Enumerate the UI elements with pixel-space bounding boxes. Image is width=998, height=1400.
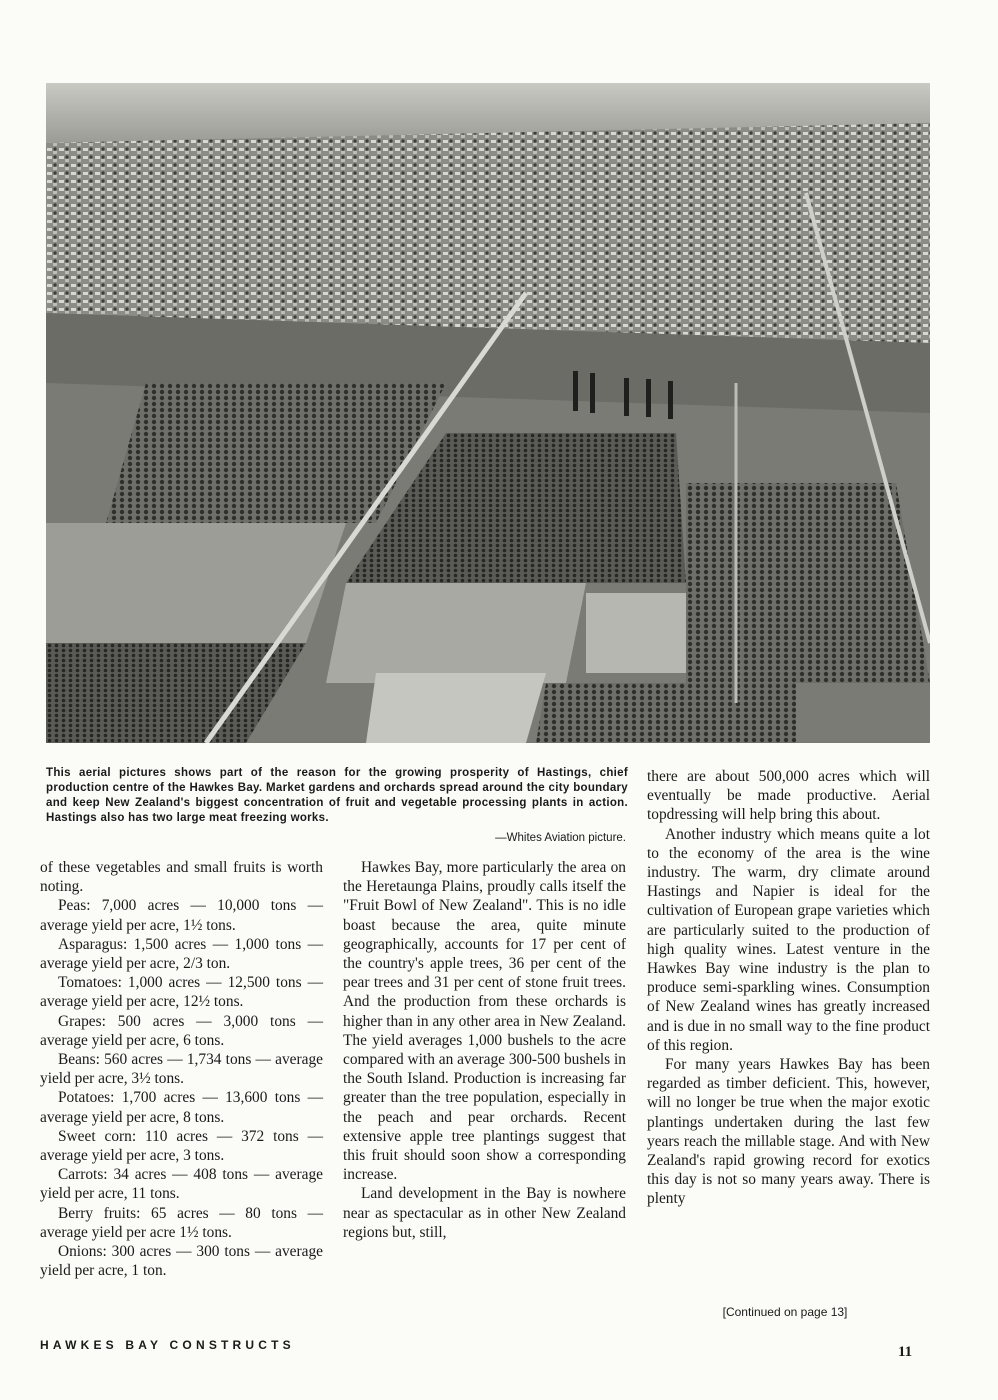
paragraph: Potatoes: 1,700 acres — 13,600 tons — average yield per acre, 8 tons. [40,1089,323,1126]
column-2 [343,858,626,1242]
photo-credit: —Whites Aviation picture. [495,832,626,844]
paragraph: Tomatoes: 1,000 acres — 12,500 tons — average yield per acre, 12½ tons. [40,974,323,1011]
paragraph: Asparagus: 1,500 acres — 1,000 tons — average yield per acre, 2/3 ton. [40,935,323,973]
paragraph: Hawkes Bay, more particularly the area on the Heretaunga Plains, proudly calls itself the "Fruit Bowl of New Zealand". This is no idle boast because the area, quite minute geographically, accounts for 17 per cent of the country's apple trees, 36 per cent of the pear trees and 31 per cent of stone fruit trees. And the production from these orchards is higher than in any other area in New Zealand. The yield averages 1,000 bushels to the acre compared with an average 300-500 bushels in the South Island. Production is increasing far greater than the tree population, especially in the peach and pear orchards. Recent extensive apple tree plantings suggest that this fruit should soon show a corresponding increase. [343,859,626,1184]
paragraph: Sweet corn: 110 acres — 372 tons — average yield per acre, 3 tons. [40,1127,323,1165]
paragraph: of these vegetables and small fruits is worth noting. [40,859,323,896]
photo-caption: This aerial pictures shows part of the reason for the growing prosperity of Hastings, chief production centre of the Hawkes Bay. Market gardens and orchards spread around the city boundary and keep New Zealand's biggest concentration of fruit and vegetable processing plants in action. Hastings also has two large meat freezing works. [46,767,628,824]
column-1 [40,858,323,1280]
continued-note: [Continued on page 13] [722,1305,848,1319]
paragraph: Berry fruits: 65 acres — 80 tons — average yield per acre 1½ tons. [40,1204,323,1241]
running-footer: HAWKES BAY CONSTRUCTS [40,1338,295,1352]
aerial-landscape-icon [46,83,930,743]
paragraph: Another industry which means quite a lot to the economy of the area is the wine industry. The warm, dry climate around Hastings and Napier is ideal for the cultivation of European grape varieties which are particularly suited to the production of high quality wines. Latest venture in the Hawkes Bay wine industry is the plan to produce semi-sparkling wines. Consumption of New Zealand wines has greatly increased and is due in no small way to the fine product of this region. [647,825,930,1054]
paragraph: Peas: 7,000 acres — 10,000 tons — average yield per acre, 1½ tons. [40,897,323,934]
aerial-photo [46,83,930,743]
paragraph: Onions: 300 acres — 300 tons — average yield per acre, 1 ton. [40,1243,323,1280]
paragraph: Beans: 560 acres — 1,734 tons — average yield per acre, 3½ tons. [40,1051,323,1088]
paragraph: there are about 500,000 acres which will eventually be made productive. Aerial topdressing will help bring this about. [647,768,930,824]
paragraph: For many years Hawkes Bay has been regarded as timber deficient. This, however, will no longer be true when the major exotic plantings undertaken during the last few years reach the millable stage. And with New Zealand's rapid growing record for exotics this day is not so many years away. There is plenty [647,1056,930,1208]
paragraph: Grapes: 500 acres — 3,000 tons — average yield per acre, 6 tons. [40,1012,323,1049]
column-3 [647,767,930,1209]
paragraph: Land development in the Bay is nowhere near as spectacular as in other New Zealand regions but, still, [343,1185,626,1241]
page-number: 11 [898,1344,913,1360]
paragraph: Carrots: 34 acres — 408 tons — average yield per acre, 11 tons. [40,1166,323,1203]
